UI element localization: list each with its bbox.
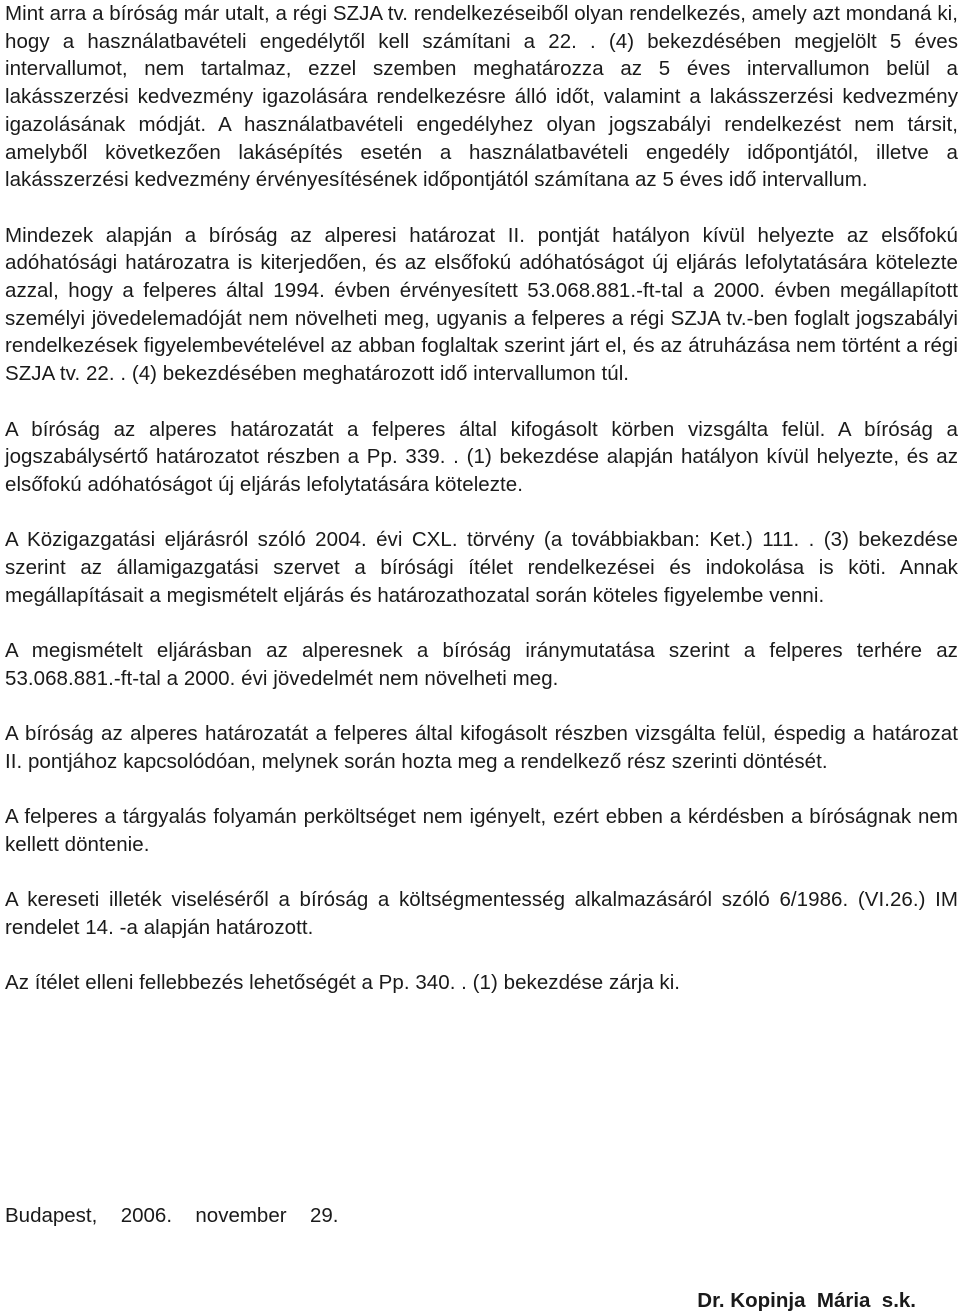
paragraph-repeated-procedure: A megismételt eljárásban az alperesnek a bíróság iránymutatása szerint a felperes terhére az 53.068.881.-ft-tal a 2000. évi jövedelmét nem növelheti meg. [5,639,958,690]
paragraph-reasoning-interval: Mint arra a bíróság már utalt, a régi SZJA tv. rendelkezéseiből olyan rendelkezés, amely azt mondaná ki, hogy a használatbavételi engedélytől kell számítani a 22. . (4) bekezdésében megjelölt 5 éves intervallumot, nem tartalmaz, ezzel szemben meghatározza az 5 éves intervallumon belül a lakásszerzési kedvezmény igazolására rendelkezésre álló időt, valamint a lakásszerzési kedvezmény igazolásának módját. A használatbavételi engedélyhez olyan jogszabályi rendelkezést nem társit, amelyből következően lakásépítés esetén a használatbavételi engedély időpontjától, illetve a lakásszerzési kedvezmény érvényesítésének időpontjától számítana az 5 éves idő intervallum. [5,2,958,192]
document-body [5,0,958,997]
paragraph-gap [5,859,958,887]
paragraph-gap [5,499,958,527]
paragraph-ket-reference: A Közigazgatási eljárásról szóló 2004. évi CXL. törvény (a továbbiakban: Ket.) 111. . (3) bekezdése szerint az államigazgatási szervet a bírósági ítélet rendelkezései és indokolása is köti. Annak megállapításait a megismételt eljárás és határozathozatal során köteles figyelembe venni. [5,528,958,607]
paragraph-review-scope: A bíróság az alperes határozatát a felperes által kifogásolt körben vizsgálta felül. A bíróság a jogszabálysértő határozatot részben a Pp. 339. . (1) bekezdése alapján hatályon kívül helyezte, és az elsőfokú adóhatóságot új eljárás lefolytatására kötelezte. [5,417,958,496]
paragraph-gap [5,194,958,222]
paragraph-litigation-costs: A felperes a tárgyalás folyamán perköltséget nem igényelt, ezért ebben a kérdésben a bíróságnak nem kellett döntenie. [5,805,958,856]
date-line: Budapest, 2006. november 29. [5,1204,339,1227]
paragraph-gap [5,776,958,804]
paragraph-gap [5,609,958,637]
paragraph-gap [5,942,958,970]
signature: Dr. Kopinja Mária s.k. [697,1289,916,1312]
paragraph-gap [5,388,958,416]
paragraph-appeal-excluded: Az ítélet elleni fellebbezés lehetőségét a Pp. 340. . (1) bekezdése zárja ki. [5,971,681,995]
paragraph-gap [5,693,958,721]
paragraph-operative-part: A bíróság az alperes határozatát a felperes által kifogásolt részben vizsgálta felül, éspedig a határozat II. pontjához kapcsolódóan, melynek során hozta meg a rendelkező rész szerinti döntését. [5,722,958,773]
paragraph-court-decision: Mindezek alapján a bíróság az alperesi határozat II. pontját hatályon kívül helyezte az elsőfokú adóhatósági határozatra is kiterjedően, és az elsőfokú adóhatóságot új eljárás lefolytatására kötelezte azzal, hogy a felperes által 1994. évben érvényesített 53.068.881.-ft-tal a 2000. évben megállapított személyi jövedelemadóját nem növelheti meg, ugyanis a felperes a régi SZJA tv.-ben foglalt jogszabályi rendelkezések figyelembevételével az abban foglaltak szerint járt el, és az átruházása nem történt a régi SZJA tv. 22. . (4) bekezdésében meghatározott idő intervallumon túl. [5,223,958,386]
paragraph-fee: A kereseti illeték viseléséről a bíróság a költségmentesség alkalmazásáról szóló 6/1986. (VI.26.) IM rendelet 14. -a alapján határozott. [5,888,958,940]
